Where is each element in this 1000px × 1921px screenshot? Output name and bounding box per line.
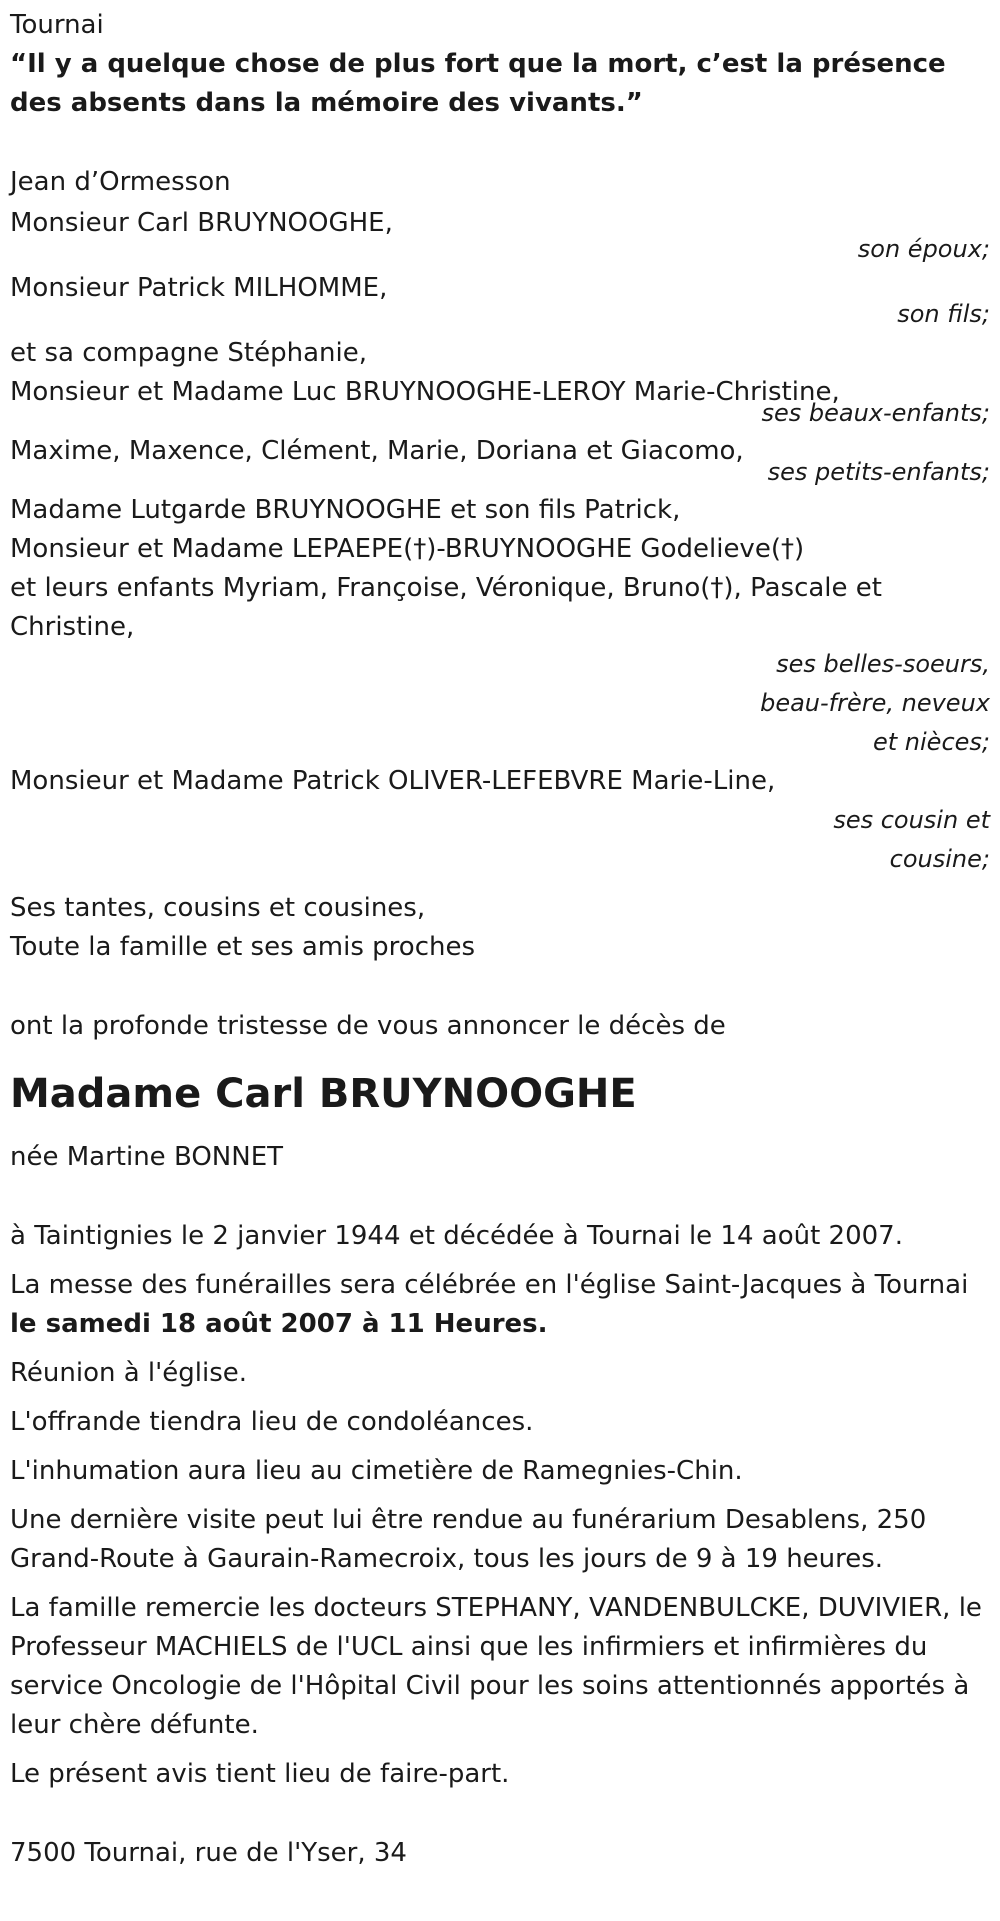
family-group	[10, 334, 990, 430]
born-name: née Martine BONNET	[10, 1142, 283, 1172]
family-relation: ses cousin et	[833, 806, 990, 834]
address: 7500 Tournai, rue de l'Yser, 34	[10, 1838, 407, 1868]
offering-text: L'offrande tiendra lieu de condoléances.	[10, 1407, 534, 1437]
others-line: Ses tantes, cousins et cousines,	[10, 893, 426, 923]
burial-text: L'inhumation aura lieu au cimetière de Ramegnies-Chin.	[10, 1456, 743, 1486]
visit-text: Une dernière visite peut lui être rendue au funérarium Desablens, 250 Grand-Route à Gaurain-Ramecroix, tous les jours de 9 à 19 heures.	[10, 1505, 927, 1574]
family-name: Monsieur et Madame Patrick OLIVER-LEFEBVRE Marie-Line,	[10, 766, 776, 796]
mass-info	[10, 1266, 990, 1344]
thanks-text: La famille remercie les docteurs STEPHANY, VANDENBULCKE, DUVIVIER, le Professeur MACHIELS de l'UCL ainsi que les infirmiers et infirmières du service Oncologie de l'Hôpital Civil pour les soins attentionnés apportés à leur chère défunte.	[10, 1593, 982, 1740]
family-relation: ses belles-soeurs,	[776, 650, 990, 678]
family-group	[10, 432, 990, 489]
family-name: et leurs enfants Myriam, Françoise, Véronique, Bruno(†), Pascale et Christine,	[10, 573, 882, 642]
family-name: Maxime, Maxence, Clément, Marie, Doriana et Giacomo,	[10, 436, 744, 466]
family-name: Monsieur et Madame Luc BRUYNOOGHE-LEROY Marie-Christine,	[10, 377, 840, 407]
others-line: Toute la famille et ses amis proches	[10, 932, 476, 962]
family-group	[10, 491, 990, 762]
family-name: Monsieur Carl BRUYNOOGHE,	[10, 208, 393, 238]
quote: “Il y a quelque chose de plus fort que la mort, c’est la présence des absents dans la mémoire des vivants.”	[10, 49, 946, 118]
family-name: Monsieur Patrick MILHOMME,	[10, 273, 388, 303]
mass-text: La messe des funérailles sera célébrée en l'église Saint-Jacques à Tournai	[10, 1270, 969, 1300]
family-relation: beau-frère, neveux	[760, 689, 990, 717]
family-relation: et nièces;	[873, 728, 990, 756]
family-name: et sa compagne Stéphanie,	[10, 338, 367, 368]
family-name: Monsieur et Madame LEPAEPE(†)-BRUYNOOGHE Godelieve(†)	[10, 534, 805, 564]
notice-text: Le présent avis tient lieu de faire-part.	[10, 1759, 510, 1789]
mass-date: le samedi 18 août 2007 à 11 Heures.	[10, 1309, 548, 1339]
family-relation: son époux;	[857, 235, 990, 263]
family-relation: son fils;	[897, 300, 990, 328]
family-group	[10, 762, 990, 879]
deceased-name: Madame Carl BRUYNOOGHE	[10, 1071, 637, 1117]
family-name: Madame Lutgarde BRUYNOOGHE et son fils Patrick,	[10, 495, 681, 525]
family-group	[10, 269, 990, 332]
meeting-text: Réunion à l'église.	[10, 1358, 248, 1388]
family-relation: ses beaux-enfants;	[761, 399, 990, 427]
quote-author: Jean d’Ormesson	[10, 167, 231, 197]
family-relation: ses petits-enfants;	[767, 458, 990, 486]
birth-death: à Taintignies le 2 janvier 1944 et décédée à Tournai le 14 août 2007.	[10, 1221, 903, 1251]
family-relation: cousine;	[889, 845, 990, 873]
announcement: ont la profonde tristesse de vous annoncer le décès de	[10, 1011, 726, 1041]
city: Tournai	[10, 10, 104, 40]
family-group	[10, 204, 990, 267]
